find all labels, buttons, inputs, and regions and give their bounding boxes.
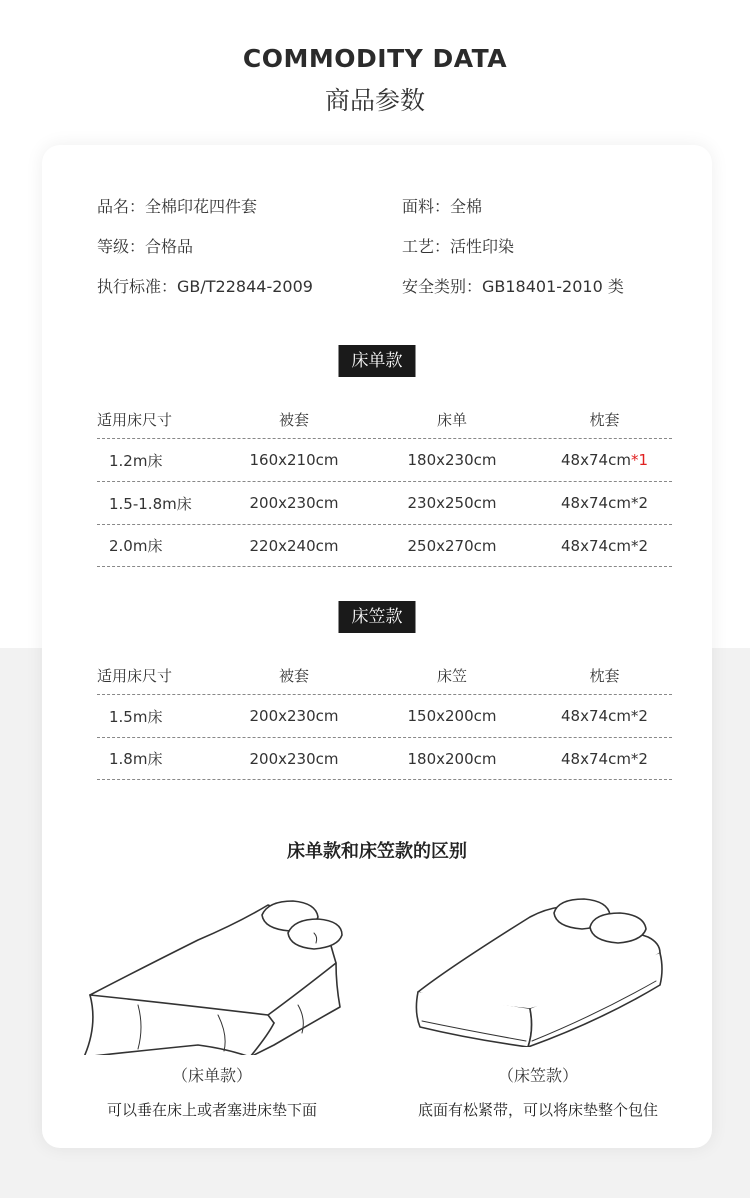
duvet-size: 200x230cm — [249, 494, 339, 512]
sheet-size-table — [97, 400, 672, 567]
title-english: COMMODITY DATA — [242, 44, 508, 73]
pillow-size — [537, 451, 672, 469]
bed-size: 1.2m床 — [109, 451, 163, 470]
bed-size: 1.5m床 — [109, 707, 163, 726]
table-row — [97, 694, 672, 737]
flat-sheet-bed-illustration — [78, 895, 348, 1055]
header-fitted: 床笠 — [436, 666, 467, 685]
table-row — [97, 438, 672, 481]
pillow-quantity: *2 — [630, 494, 648, 512]
sheet-section-tag: 床单款 — [339, 345, 416, 377]
title-chinese: 商品参数 — [324, 86, 425, 115]
product-data-card — [42, 145, 712, 1148]
pillow-dimension: 48x74cm — [561, 494, 631, 512]
duvet-size: 200x230cm — [249, 707, 339, 725]
flat-sheet-description: 可以垂在床上或者塞进床垫下面 — [106, 1101, 317, 1119]
pillow-size — [537, 537, 672, 555]
info-row — [97, 185, 677, 225]
bed-size: 1.5-1.8m床 — [109, 494, 192, 513]
duvet-size: 200x230cm — [249, 749, 339, 768]
product-info — [97, 185, 677, 305]
header-size: 适用床尺寸 — [97, 410, 173, 429]
info-row — [97, 265, 677, 305]
fitted-size-table — [97, 656, 672, 780]
sheet-size: 180x230cm — [407, 451, 497, 469]
table-row — [97, 524, 672, 567]
duvet-size: 220x240cm — [249, 536, 339, 555]
fabric: 面料：全棉 — [402, 196, 483, 216]
difference-title: 床单款和床笠款的区别 — [287, 841, 467, 862]
fitted-size: 150x200cm — [407, 707, 497, 725]
grade: 等级：合格品 — [97, 236, 194, 256]
header-duvet: 被套 — [278, 666, 309, 685]
table-row — [97, 737, 672, 780]
duvet-size: 160x210cm — [249, 451, 339, 469]
table-header-row — [97, 400, 672, 438]
info-row — [97, 225, 677, 265]
table-row — [97, 481, 672, 524]
bed-size: 1.8m床 — [109, 750, 163, 768]
pillow-size: 48x74cm*2 — [561, 707, 648, 725]
pillow-quantity: *2 — [630, 536, 648, 555]
fitted-sheet-bed-illustration — [410, 897, 670, 1047]
pillow-dimension: 48x74cm — [561, 451, 631, 469]
standard: 执行标准：GB/T22844-2009 — [97, 276, 313, 296]
safety-category: 安全类别：GB18401-2010 类 — [402, 276, 624, 296]
pillow-size — [537, 494, 672, 512]
fitted-size: 180x200cm — [407, 749, 497, 768]
pillow-size: 48x74cm*2 — [561, 749, 648, 768]
page-header — [0, 44, 750, 118]
fitted-section-tag: 床笠款 — [339, 601, 416, 633]
flat-sheet-caption: （床单款） — [171, 1066, 252, 1085]
process: 工艺：活性印染 — [402, 236, 515, 256]
header-size: 适用床尺寸 — [97, 666, 173, 685]
header-pillow: 枕套 — [589, 666, 620, 685]
bed-size: 2.0m床 — [109, 537, 163, 555]
product-name: 品名：全棉印花四件套 — [97, 196, 258, 216]
header-pillow: 枕套 — [589, 410, 620, 429]
sheet-size: 250x270cm — [407, 536, 497, 555]
fitted-sheet-description: 底面有松紧带，可以将床垫整个包住 — [417, 1101, 658, 1119]
pillow-quantity: *1 — [630, 451, 648, 469]
header-duvet: 被套 — [278, 410, 309, 429]
pillow-dimension: 48x74cm — [561, 536, 631, 555]
table-header-row — [97, 656, 672, 694]
sheet-size: 230x250cm — [407, 494, 497, 512]
header-sheet: 床单 — [436, 410, 467, 429]
fitted-sheet-caption: （床笠款） — [497, 1066, 578, 1085]
